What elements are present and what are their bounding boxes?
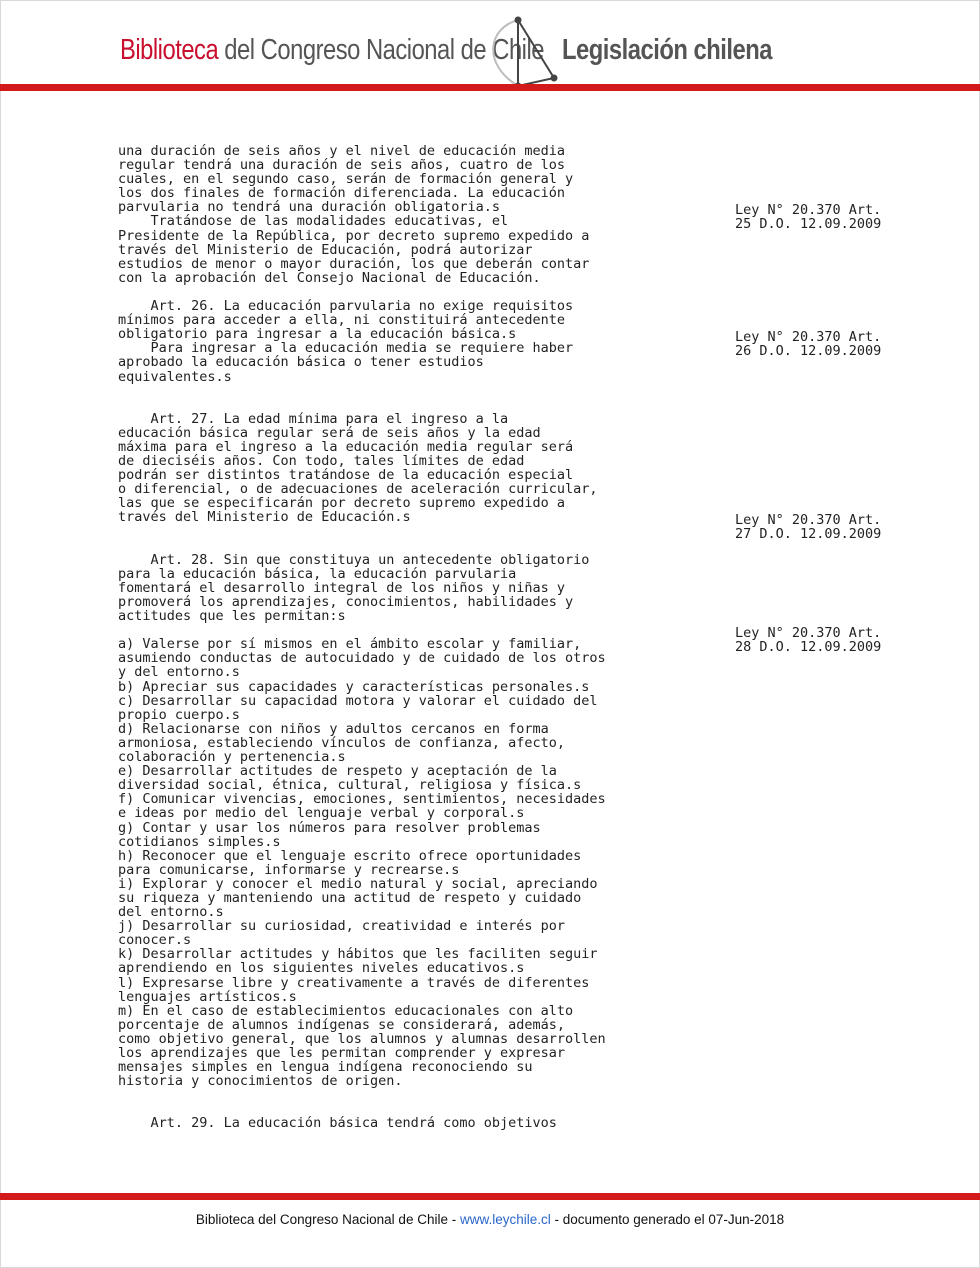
text-line: máxima para el ingreso a la educación media regular será [118,438,574,455]
text-line: a) Valerse por sí mismos en el ámbito escolar y familiar, [118,636,582,653]
text-line: fomentará el desarrollo integral de los niños y niñas y [118,579,566,596]
page-header [0,0,980,100]
text-line: aprobado la educación básica o tener estudios [118,354,484,371]
text-line: Art. 27. La edad mínima para el ingreso a la [118,410,509,427]
text-line: de dieciséis años. Con todo, tales límites de edad [118,453,525,470]
legislacion-chilena-logo: Legislación chilena [562,34,773,66]
margin-note-line: 28 D.O. 12.09.2009 [735,639,882,656]
footer-link[interactable]: www.leychile.cl [459,1212,551,1227]
document-body [118,144,718,1131]
article-28-intro [118,553,718,623]
text-line: mensajes simples en lengua indígena reconociendo su [118,1059,533,1076]
margin-note-line: 26 D.O. 12.09.2009 [735,343,882,360]
text-line: su riqueza y manteniendo una actitud de respeto y cuidado [118,889,582,906]
text-line: armoniosa, estableciendo vínculos de confianza, afecto, [118,734,566,751]
text-line: aprendiendo en los siguientes niveles educativos.s [118,960,525,977]
text-line: cuales, en el segundo caso, serán de formación general y [118,171,574,188]
text-line: l) Expresarse libre y creativamente a través de diferentes [118,974,590,991]
text-line: propio cuerpo.s [118,706,240,723]
text-line: cotidianos simples.s [118,833,281,850]
text-line: los aprendizajes que les permitan comprender y expresar [118,1045,566,1061]
margin-note-line: Ley N° 20.370 Art. [735,202,882,218]
text-line: diversidad social, étnica, cultural, religiosa y física.s [118,777,582,794]
text-line: Para ingresar a la educación media se requiere haber [118,340,574,357]
footer-red-rule [0,1193,980,1200]
footer-prefix: Biblioteca del Congreso Nacional de Chile - [195,1212,460,1227]
article-29: Art. 29. La educación básica tendrá como objetivos [118,1115,557,1132]
text-line: para la educación básica, la educación parvularia [118,565,517,582]
text-line: través del Ministerio de Educación, podrá autorizar [118,241,533,258]
text-line: porcentaje de alumnos indígenas se considerará, además, [118,1016,566,1033]
paragraph-art25-continuation [118,144,718,285]
margin-note-line: Ley N° 20.370 Art. [735,512,882,528]
article-27 [118,412,718,525]
text-line: asumiendo conductas de autocuidado y de cuidado de los otros [118,650,606,667]
text-line: parvularia no tendrá una duración obligatoria.s [118,199,501,216]
margin-note-line: 25 D.O. 12.09.2009 [735,216,882,233]
margin-note-line: Ley N° 20.370 Art. [735,329,882,345]
text-line: las que se especificarán por decreto supremo expedido a [118,495,566,512]
text-line: para comunicarse, informarse y recrearse.s [118,861,460,878]
text-line: mínimos para acceder a ella, ni constituirá antecedente [118,312,566,329]
text-line: estudios de menor o mayor duración, los que deberán contar [118,255,590,272]
logo-congreso: del Congreso Nacional de Chile [218,34,544,66]
text-line: una duración de seis años y el nivel de educación media [118,143,566,159]
text-line: con la aprobación del Consejo Nacional de Educación. [118,269,541,286]
article-28-items [118,637,718,1088]
text-line: actitudes que les permitan:s [118,608,346,625]
text-line: Art. 26. La educación parvularia no exige requisitos [118,298,574,315]
text-line: m) En el caso de establecimientos educacionales con alto [118,1002,574,1019]
bcn-emblem-icon [478,14,562,92]
text-line: colaboración y pertenencia.s [118,749,346,766]
text-line: h) Reconocer que el lenguaje escrito ofrece oportunidades [118,847,582,864]
text-line: promoverá los aprendizajes, conocimientos, habilidades y [118,594,574,610]
text-line: educación básica regular será de seis años y la edad [118,424,541,441]
text-line: o diferencial, o de adecuaciones de aceleración curricular, [118,481,598,498]
text-line: conocer.s [118,932,192,949]
text-line: e ideas por medio del lenguaje verbal y corporal.s [118,805,525,822]
text-line: c) Desarrollar su capacidad motora y valorar el cuidado del [118,692,598,709]
header-red-rule [0,84,980,91]
text-line: d) Relacionarse con niños y adultos cercanos en forma [118,720,549,737]
text-line: historia y conocimientos de origen. [118,1073,403,1090]
text-line: Tratándose de las modalidades educativas, el [118,213,509,230]
margin-note-art27 [735,513,975,541]
margin-note-line: 27 D.O. 12.09.2009 [735,526,882,543]
text-line: los dos finales de formación diferenciada. La educación [118,185,566,202]
page-footer [0,1212,980,1227]
text-line: Presidente de la República, por decreto supremo expedido a [118,227,590,244]
text-line: i) Explorar y conocer el medio natural y social, apreciando [118,875,598,892]
text-line: b) Apreciar sus capacidades y características personales.s [118,678,590,695]
margin-note-line: Ley N° 20.370 Art. [735,625,882,641]
margin-note-art25 [735,203,975,231]
article-26 [118,299,718,384]
text-line: e) Desarrollar actitudes de respeto y aceptación de la [118,763,557,780]
text-line: k) Desarrollar actitudes y hábitos que les faciliten seguir [118,946,598,963]
text-line: podrán ser distintos tratándose de la educación especial [118,467,574,484]
text-line: obligatorio para ingresar a la educación básica.s [118,326,517,343]
text-line: y del entorno.s [118,664,240,681]
text-line: Art. 28. Sin que constituya un antecedente obligatorio [118,551,590,568]
text-line: equivalentes.s [118,368,232,385]
text-line: través del Ministerio de Educación.s [118,509,411,526]
text-line: regular tendrá una duración de seis años, cuatro de los [118,157,566,174]
margin-note-art26 [735,330,975,358]
logo-biblioteca: Biblioteca [120,34,219,66]
text-line: del entorno.s [118,904,224,921]
text-line: g) Contar y usar los números para resolver problemas [118,819,541,836]
text-line: como objetivo general, que los alumnos y alumnas desarrollen [118,1030,606,1047]
text-line: j) Desarrollar su curiosidad, creatividad e interés por [118,918,566,935]
text-line: lenguajes artísticos.s [118,988,297,1005]
text-line: f) Comunicar vivencias, emociones, sentimientos, necesidades [118,791,606,808]
footer-suffix: - documento generado el 07-Jun-2018 [550,1212,785,1227]
margin-note-art28 [735,626,975,654]
